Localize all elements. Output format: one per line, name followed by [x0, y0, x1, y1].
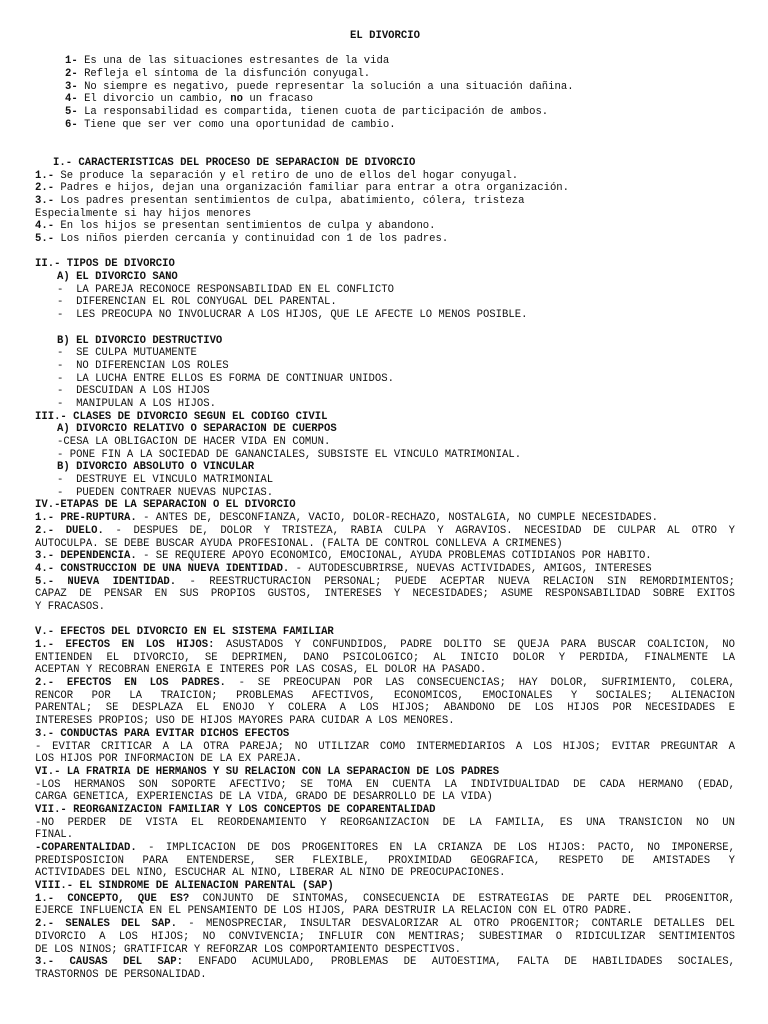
list-item-continuation: PREDISPOSICIÓN PARA ENTENDERSE, SER FLEXIBLE, PROXIMIDAD GEOGRAFICA, RESPETO DE AMISTADES Y [35, 854, 735, 867]
list-item: 5.- NUEVA IDENTIDAD. - REESTRUCTURACIÓN PERSONAL; PUEDE ACEPTAR NUEVA RELACIÓN SIN REMORDIMIENTOS; [35, 575, 735, 588]
list-item-continuation: DIVORCIO A LOS HIJOS; NO CONVIVENCIA; INFLUIR CON MENTIRAS; SUBESTIMAR O RIDICULIZAR SENTIMIENTOS [35, 930, 735, 943]
list-item: - DESCUIDAN A LOS HIJOS [57, 385, 210, 398]
list-item: - DESTRUYE EL VÍNCULO MATRIMONIAL [57, 474, 274, 487]
list-item-continuation: DE LOS NIÑOS; GRATIFICAR Y REFORZAR LOS COMPORTAMIENTO DESPECTIVOS. [35, 943, 461, 956]
subsection-heading: A) DIVORCIO RELATIVO O SEPARACIÓN DE CUERPOS [57, 423, 337, 436]
list-item-continuation: - EVITAR CRITICAR A LA OTRA PAREJA; NO UTILIZAR COMO INTERMEDIARIOS A LOS HIJOS; EVITAR PREGUNTAR A [35, 740, 735, 753]
list-item: 4.- En los hijos se presentan sentimientos de culpa y abandono. [35, 220, 436, 233]
list-item: 2.- SEÑALES DEL SAP. - MENOSPRECIAR, INSULTAR DESVALORIZAR AL OTRO PROGENITOR; CONTARLE DETALLES DEL [35, 918, 735, 931]
list-item: 4- El divorcio un cambio, no un fracaso [65, 93, 313, 106]
list-item: - MANIPULAN A LOS HIJOS. [57, 397, 216, 410]
list-item: 1.- PRE-RUPTURA. - ANTES DE, DESCONFIANZA, VACÍO, DOLOR-RECHAZO, NOSTALGIA, NO CUMPLE NECESIDADES. [35, 512, 659, 525]
paragraph-line: -NO PERDER DE VISTA EL REORDENAMIENTO Y REORGANIZACIÓN DE LA FAMILIA, ES UNA TRANSICIÓN NO UN [35, 816, 735, 829]
intro-list [35, 55, 735, 131]
list-item-continuation: INTERESES PROPIOS; USO DE HIJOS MAYORES PARA CUIDAR A LOS MENORES. [35, 715, 455, 728]
list-item: 3.- DEPENDENCIA. - SE REQUIERE APOYO ECONOMICO, EMOCIONAL, AYUDA PROBLEMAS COTIDIANOS POR HÁBITO. [35, 550, 652, 563]
list-item: 1.- Se produce la separación y el retiro de uno de ellos del hogar conyugal. [35, 169, 519, 182]
list-item: 3.- Los padres presentan sentimientos de culpa, abatimiento, cólera, tristeza [35, 194, 525, 207]
list-item-continuation: ACTIVIDADES DEL NIÑO, ESCUCHAR AL NIÑO, LIBERAR AL NIÑO DE PREOCUPACIONES. [35, 867, 506, 880]
subsection-heading: B) EL DIVORCIO DESTRUCTIVO [57, 334, 223, 347]
list-item-continuation: EJERCE INFLUENCIA EN EL PENSAMIENTO DE LOS HIJOS, PARA DESTRUIR LA RELACION CON EL OTRO PADRE. [35, 905, 633, 918]
list-item: - PUEDEN CONTRAER NUEVAS NUPCIAS. [57, 486, 274, 499]
paragraph-line: CARGA GENETICA, EXPERIENCIAS DE LA VIDA, GRADO DE DESARROLLO DE LA VIDA) [35, 791, 493, 804]
section-heading: VI.- LA FRATRIA DE HERMANOS Y SU RELACIÓN CON LA SEPARACIÓN DE LOS PADRES [35, 765, 500, 778]
list-item-continuation: PARENTAL; SE DESPLAZA EL ENOJO Y CÓLERA A LOS HIJOS; ABANDONO DE LOS HIJOS POR NECESIDADES E [35, 702, 735, 715]
list-item: 1- Es una de las situaciones estresantes de la vida [65, 55, 390, 68]
list-item-continuation: TRASTORNOS DE PERSONALIDAD. [35, 968, 207, 981]
list-item: 1.- CONCEPTO, QUE ES? CONJUNTO DE SINTOMAS, CONSECUENCIA DE ESTRATEGIAS DE PARTE DEL PROGENITOR, [35, 892, 735, 905]
list-item: 2.- EFECTOS EN LOS PADRES. - SE PREOCUPAN POR LAS CONSECUENCIAS; HAY DOLOR, SUFRIMIENTO, COLERA, [35, 677, 735, 690]
list-item-continuation: AUTOCULPA. SE DEBE BUSCAR AYUDA PROFESIONAL. (FALTA DE CONTROL CONLLEVA A CRIMENES) [35, 537, 563, 550]
list-item: -CESA LA OBLIGACIÓN DE HACER VIDA EN COMÚN. [57, 436, 331, 448]
section-heading: V.- EFECTOS DEL DIVORCIO EN EL SISTEMA FAMILIAR [35, 626, 334, 639]
section-heading: VIII.- EL SÍNDROME DE ALIENACIÓN PARENTAL (SAP) [35, 880, 334, 893]
list-item: - LA LUCHA ENTRE ELLOS ES FORMA DE CONTINUAR UNIDOS. [57, 372, 394, 385]
list-item: 4.- CONSTRUCCIÓN DE UNA NUEVA IDENTIDAD. - AUTODESCUBRIRSE, NUEVAS ACTIVIDADES, AMIGOS, INTERESES [35, 562, 652, 575]
list-item: - LA PAREJA RECONOCE RESPONSABILIDAD EN EL CONFLICTO [57, 283, 394, 296]
list-item-continuation: LOS HIJOS POR INFORMACION DE LA EX PAREJA. [35, 753, 303, 766]
list-item-continuation: RENCOR POR LA TRAICIÓN; PROBLEMAS AFECTIVOS, ECONOMICOS, EMOCIONALES Y SOCIALES; ALIENACIÓN [35, 689, 735, 702]
section-heading: I.- CARACTERISTICAS DEL PROCESO DE SEPARACIÓN DE DIVORCIO [53, 156, 416, 169]
subsection-heading: B) DIVORCIO ABSOLUTO O VINCULAR [57, 461, 255, 474]
list-item: -COPARENTALIDAD. - IMPLICACIÓN DE DOS PROGENITORES EN LA CRIANZA DE LOS HIJOS: PACTO, NO IMPONERSE, [35, 842, 735, 854]
list-item: - DIFERENCIAN EL ROL CONYUGAL DEL PARENTAL. [57, 296, 337, 309]
section-heading: II.- TIPOS DE DIVORCIO [35, 258, 175, 271]
list-item: 2- Refleja el síntoma de la disfunción conyugal. [65, 68, 371, 81]
list-item: - NO DIFERENCIAN LOS ROLES [57, 359, 229, 372]
section-heading: III.- CLASES DE DIVORCIO SEGÚN EL CÓDIGO CIVIL [35, 410, 328, 423]
list-item: 2.- Padres e hijos, dejan una organización familiar para entrar a otra organización. [35, 182, 570, 195]
list-item-continuation: ACEPTAN Y RECOBRAN ENERGÍA E INTERÉS POR LAS COSAS, EL DOLOR HA PASADO. [35, 664, 487, 677]
document-page [35, 30, 735, 982]
paragraph-line: FINAL. [35, 829, 74, 842]
list-item: 3.- CONDUCTAS PARA EVITAR DICHOS EFECTOS [35, 727, 290, 740]
list-item-continuation: Y FRACASOS. [35, 600, 105, 613]
list-item: - SE CULPA MUTUAMENTE [57, 347, 197, 360]
list-item: Especialmente si hay hijos menores [35, 207, 252, 220]
section-heading: VII.- REORGANIZACIÓN FAMILIAR Y LOS CONCEPTOS DE COPARENTALIDAD [35, 803, 436, 816]
list-item: 2.- DUELO. - DESPUES DE, DOLOR Y TRISTEZA, RABIA CULPA Y AGRAVIOS. NECESIDAD DE CULPAR AL OTRO Y [35, 524, 735, 537]
section-heading: IV.-ETAPAS DE LA SEPARACIÓN O EL DIVORCIO [35, 499, 296, 512]
list-item: - PONE FIN A LA SOCIEDAD DE GANANCIALES, SUBSISTE EL VÍNCULO MATRIMONIAL. [57, 448, 522, 461]
list-item: 5- La responsabilidad es compartida, tienen cuota de participación de ambos. [65, 106, 549, 119]
paragraph-line: -LOS HERMANOS SON SOPORTE AFECTIVO; SE TOMA EN CUENTA LA INDIVIDUALIDAD DE CADA HERMANO (EDAD, [35, 778, 735, 791]
list-item: 3- No siempre es negativo, puede representar la solución a una situación dañina. [65, 80, 574, 93]
list-item: 6- Tiene que ser ver como una oportunidad de cambio. [65, 118, 396, 131]
list-item: 5.- Los niños pierden cercanía y continuidad con 1 de los padres. [35, 233, 449, 245]
document-title: EL DIVORCIO [350, 30, 420, 42]
list-item: 3.- CAUSAS DEL SAP: ENFADO ACUMULADO, PROBLEMAS DE AUTOESTIMA, FALTA DE HABILIDADES SOCIALES, [35, 956, 735, 969]
list-item-continuation: CAPAZ DE PENSAR EN SUS PROPIOS GUSTOS, INTERESES Y NECESIDADES; ASUME RESPONSABILIDAD SOBRE ÉXITOS [35, 588, 735, 601]
list-item-continuation: ENTIENDEN EL DIVORCIO, SE DEPRIMEN, DAÑO PSICOLOGICO; AL INICIO DOLOR Y PERDIDA, FINALMENTE LA [35, 651, 735, 664]
list-item: - LES PREOCUPA NO INVOLUCRAR A LOS HIJOS, QUE LE AFECTE LO MENOS POSIBLE. [57, 309, 528, 322]
list-item: 1.- EFECTOS EN LOS HIJOS: ASUSTADOS Y CONFUNDIDOS, PADRE DOLITO SE QUEJA PARA BUSCAR COALICIÓN, NO [35, 639, 735, 651]
subsection-heading: A) EL DIVORCIO SANO [57, 271, 178, 284]
